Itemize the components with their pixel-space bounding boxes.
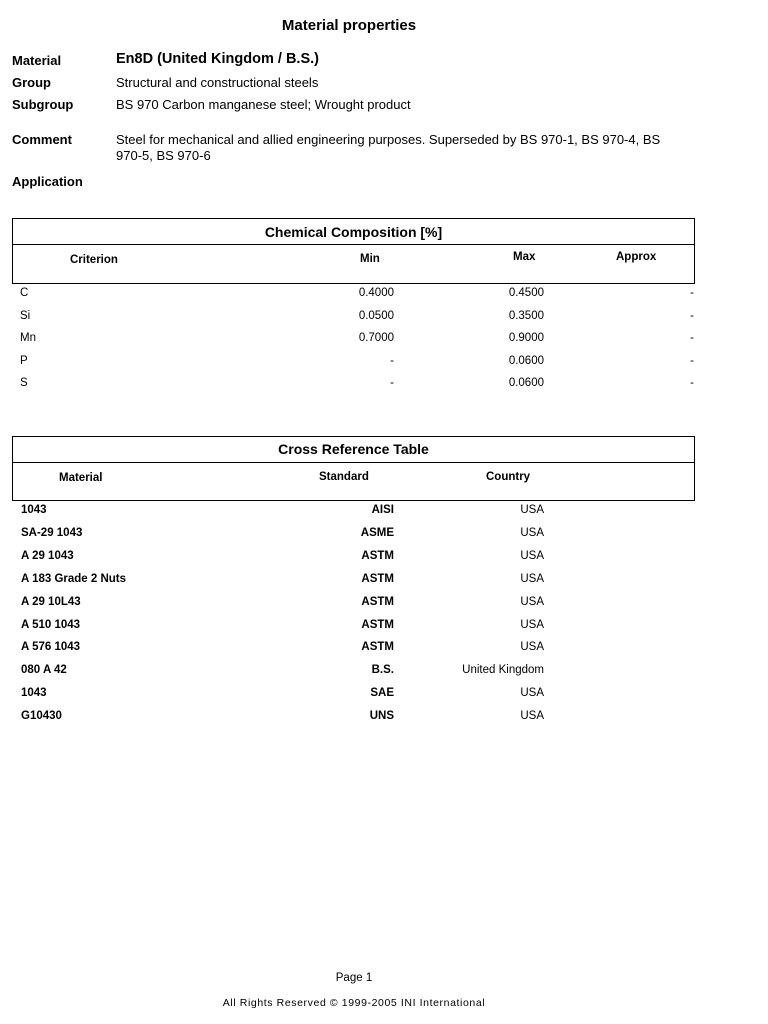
comment-label: Comment: [12, 132, 72, 147]
table-row: [12, 355, 695, 375]
min-cell: -: [390, 354, 394, 367]
standard-cell: AISI: [371, 504, 394, 516]
table-row: [12, 377, 695, 397]
country-cell: United Kingdom: [462, 664, 544, 677]
table-row: [12, 527, 695, 547]
standard-cell: UNS: [369, 710, 394, 723]
material-cell: A 29 10L43: [21, 595, 81, 608]
country-cell: USA: [520, 595, 544, 608]
min-cell: 0.4000: [358, 287, 394, 299]
criterion-header: Criterion: [70, 254, 118, 266]
table-row: [12, 619, 695, 639]
chemical-composition-header-box: [12, 218, 695, 284]
country-cell: USA: [520, 687, 544, 700]
material-label: Material: [12, 53, 62, 68]
copyright-notice: All Rights Reserved © 1999-2005 INI International: [222, 997, 486, 1009]
country-cell: USA: [520, 710, 544, 723]
table-row: [12, 687, 695, 707]
comment-value: Steel for mechanical and allied engineering purposes. Superseded by BS 970-1, BS 970-4, BS 970-5, BS 970-6: [116, 132, 661, 163]
table-row: [12, 504, 695, 524]
country-cell: USA: [520, 549, 544, 562]
application-label: Application: [12, 174, 83, 189]
table-row: [12, 641, 695, 661]
country-cell: USA: [520, 641, 544, 654]
max-cell: 0.9000: [508, 332, 544, 345]
standard-cell: ASTM: [361, 549, 394, 562]
material-cell: 1043: [21, 687, 47, 700]
table-row: [12, 550, 695, 570]
material-cell: 080 A 42: [21, 664, 67, 677]
material-cell: A 576 1043: [21, 641, 81, 654]
cross-reference-header-box: [12, 436, 695, 501]
min-cell: 0.7000: [358, 332, 394, 345]
standard-cell: ASTM: [361, 572, 394, 585]
country-header: Country: [486, 471, 531, 483]
approx-cell: -: [690, 332, 694, 345]
standard-cell: SAE: [370, 687, 394, 700]
material-cell: A 510 1043: [21, 618, 81, 631]
criterion-cell: P: [20, 354, 28, 367]
divider: [13, 462, 694, 463]
table-row: [12, 664, 695, 684]
country-cell: USA: [520, 526, 544, 539]
approx-cell: -: [690, 309, 694, 322]
country-cell: USA: [520, 618, 544, 631]
approx-cell: -: [690, 287, 694, 299]
divider: [13, 244, 694, 245]
country-cell: USA: [520, 572, 544, 585]
material-cell: 1043: [21, 504, 47, 516]
subgroup-value: BS 970 Carbon manganese steel; Wrought product: [116, 97, 411, 112]
material-cell: SA-29 1043: [21, 526, 83, 539]
standard-cell: B.S.: [371, 664, 394, 677]
material-cell: A 29 1043: [21, 549, 74, 562]
group-value: Structural and constructional steels: [116, 75, 319, 90]
min-cell: 0.0500: [358, 309, 394, 322]
criterion-cell: Mn: [20, 332, 36, 345]
criterion-cell: S: [20, 377, 28, 390]
standard-cell: ASME: [360, 526, 394, 539]
chemical-composition-title: Chemical Composition [%]: [264, 224, 443, 240]
material-cell: G10430: [21, 710, 62, 723]
standard-cell: ASTM: [361, 618, 394, 631]
max-cell: 0.4500: [508, 287, 544, 299]
page-number: Page 1: [335, 972, 373, 984]
table-row: [12, 710, 695, 730]
approx-header: Approx: [616, 251, 657, 263]
criterion-cell: C: [20, 287, 29, 299]
max-cell: 0.0600: [508, 377, 544, 390]
cross-reference-title: Cross Reference Table: [278, 441, 429, 457]
country-cell: USA: [520, 504, 544, 516]
min-header: Min: [360, 253, 380, 265]
max-cell: 0.0600: [508, 354, 544, 367]
approx-cell: -: [690, 377, 694, 390]
table-row: [12, 310, 695, 330]
standard-cell: ASTM: [361, 641, 394, 654]
group-label: Group: [12, 75, 51, 90]
material-header: Material: [59, 472, 103, 484]
material-cell: A 183 Grade 2 Nuts: [21, 572, 127, 585]
table-row: [12, 596, 695, 616]
standard-header: Standard: [319, 471, 369, 483]
max-header: Max: [513, 251, 536, 263]
table-row: [12, 332, 695, 352]
max-cell: 0.3500: [508, 309, 544, 322]
material-value: En8D (United Kingdom / B.S.): [116, 51, 319, 67]
table-row: [12, 287, 695, 307]
table-row: [12, 573, 695, 593]
standard-cell: ASTM: [361, 595, 394, 608]
subgroup-label: Subgroup: [12, 97, 74, 112]
criterion-cell: Si: [20, 309, 31, 322]
page-title: Material properties: [281, 17, 417, 34]
approx-cell: -: [690, 354, 694, 367]
min-cell: -: [390, 377, 394, 390]
